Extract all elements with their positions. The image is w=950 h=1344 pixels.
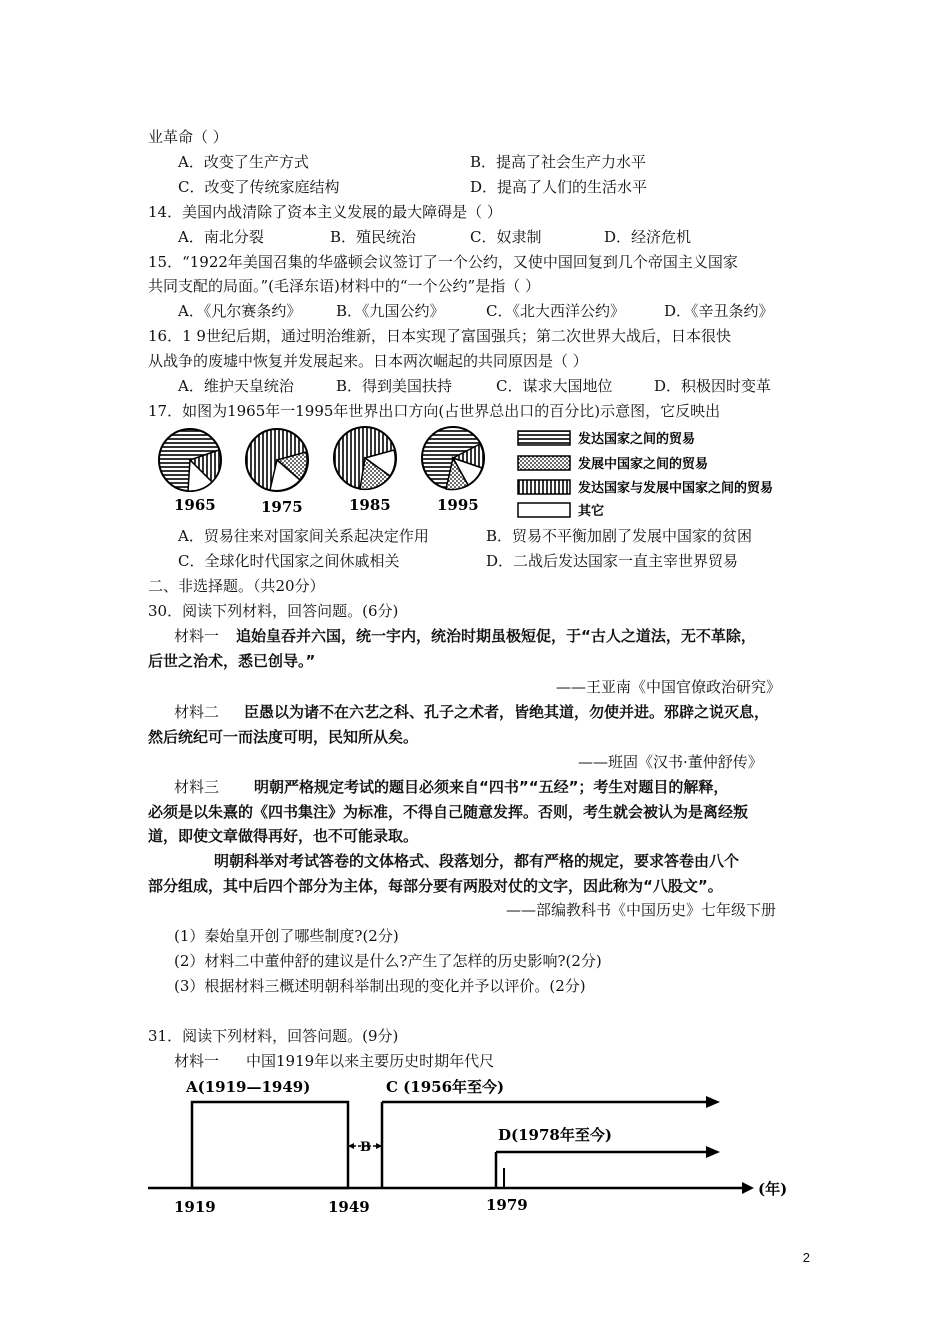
legend-label-other: 其它 — [578, 504, 605, 519]
section-2-heading: 二、非选择题。（共20分） — [148, 577, 325, 595]
q16-option-a: A．维护天皇统治 — [178, 377, 294, 395]
q13-option-c: C．改变了传统家庭结构 — [178, 178, 340, 196]
legend-swatch-other — [518, 503, 570, 517]
q15-option-b: B．《九国公约》 — [336, 302, 445, 320]
pie-year-1975: 1975 — [261, 498, 303, 516]
timeline-figure — [146, 1072, 806, 1220]
legend-label-between: 发达国家与发展中国家之间的贸易 — [578, 481, 774, 496]
q30-sub1: (1）秦始皇开创了哪些制度?(2分) — [174, 927, 399, 945]
material1-label: 材料一 — [174, 627, 220, 645]
q31-stem: 31．阅读下列材料，回答问题。(9分) — [148, 1027, 399, 1045]
q14-option-c: C．奴隶制 — [470, 228, 542, 246]
q13-tail: 业革命（ ） — [148, 128, 228, 146]
q14-option-d: D．经济危机 — [604, 228, 692, 246]
q31-material1-label: 材料一 — [174, 1052, 220, 1070]
period-c-label: C (1956年至今) — [386, 1078, 505, 1096]
q15-option-c: C．《北大西洋公约》 — [486, 302, 625, 320]
q13-option-a: A．改变了生产方式 — [178, 153, 309, 171]
q16-option-d: D．积极因时变革 — [654, 377, 772, 395]
period-b-label: B — [360, 1140, 371, 1155]
q30-sub3: (3）根据材料三概述明朝科举制出现的变化并予以评价。(2分) — [174, 977, 586, 995]
material3-line3: 道，即使文章做得再好，也不可能录取。 — [148, 827, 419, 845]
year-1919: 1919 — [174, 1198, 216, 1216]
pie-1995 — [422, 427, 484, 490]
q15-stem-line2: 共同支配的局面。”(毛泽东语)材料中的“一个公约”是指（ ） — [148, 277, 540, 295]
legend-label-developing: 发展中国家之间的贸易 — [578, 457, 709, 472]
legend-label-developed: 发达国家之间的贸易 — [578, 432, 696, 447]
pie-1985 — [334, 427, 396, 489]
material2-source: ——班固《汉书·董仲舒传》 — [578, 753, 763, 771]
pie-year-1965: 1965 — [174, 496, 216, 514]
q13-option-d: D．提高了人们的生活水平 — [470, 178, 648, 196]
pie-1965 — [159, 429, 221, 491]
material3-line5: 部分组成，其中后四个部分为主体，每部分要有两股对仗的文字，因此称为“八股文”。 — [148, 877, 723, 895]
period-a-label: A(1919—1949) — [186, 1078, 311, 1096]
material3-label: 材料三 — [174, 778, 220, 796]
q31-material1-title: 中国1919年以来主要历史时期年代尺 — [246, 1052, 495, 1070]
period-d-label: D(1978年至今) — [498, 1126, 612, 1144]
material2-label: 材料二 — [174, 703, 220, 721]
q16-stem-line2: 从战争的废墟中恢复并发展起来。日本两次崛起的共同原因是（ ） — [148, 352, 588, 370]
q15-stem-line1: 15．“1922年美国召集的华盛顿会议签订了一个公约，又使中国回复到几个帝国主义国家 — [148, 253, 738, 271]
material1-source: ——王亚南《中国官僚政治研究》 — [556, 678, 782, 696]
pie-year-1995: 1995 — [437, 496, 479, 514]
q17-option-d: D．二战后发达国家一直主宰世界贸易 — [486, 552, 739, 570]
q17-option-a: A．贸易往来对国家间关系起决定作用 — [178, 527, 429, 545]
timeline-unit: (年) — [758, 1180, 788, 1198]
q14-option-a: A．南北分裂 — [178, 228, 264, 246]
q15-option-a: A．《凡尔赛条约》 — [178, 302, 302, 320]
q14-option-b: B．殖民统治 — [330, 228, 417, 246]
pie-year-1985: 1985 — [349, 496, 391, 514]
page-number: 2 — [802, 1250, 810, 1265]
legend-swatch-developing — [518, 456, 570, 470]
material3-line1: 明朝严格规定考试的题目必须来自“四书”“五经”；考生对题目的解释， — [254, 778, 729, 796]
export-pie-figure — [150, 422, 830, 520]
q17-option-b: B．贸易不平衡加剧了发展中国家的贫困 — [486, 527, 753, 545]
q16-option-b: B．得到美国扶持 — [336, 377, 453, 395]
material1-line2: 后世之治术，悉已创导。” — [148, 652, 316, 670]
year-1949: 1949 — [328, 1198, 370, 1216]
q16-stem-line1: 16．1 9世纪后期，通过明治维新，日本实现了富国强兵；第二次世界大战后，日本很快 — [148, 327, 731, 345]
q13-option-b: B．提高了社会生产力水平 — [470, 153, 647, 171]
q17-stem: 17．如图为1965年一1995年世界出口方向(占世界总出口的百分比)示意图，它反映出 — [148, 402, 721, 420]
legend-swatch-developed — [518, 431, 570, 445]
material3-line2: 必须是以朱熹的《四书集注》为标准，不得自己随意发挥。否则，考生就会被认为是离经叛 — [148, 803, 749, 821]
q15-option-d: D．《辛丑条约》 — [664, 302, 774, 320]
year-1979: 1979 — [486, 1196, 528, 1214]
legend-swatch-between — [518, 480, 570, 494]
material2-line1: 臣愚以为诸不在六艺之科、孔子之术者，皆绝其道，勿使并进。邪辟之说灭息， — [244, 703, 770, 721]
period-a-block — [192, 1102, 348, 1188]
q30-stem: 30．阅读下列材料，回答问题。(6分) — [148, 602, 399, 620]
q16-option-c: C．谋求大国地位 — [496, 377, 613, 395]
pie-1975 — [246, 429, 308, 491]
material3-source: ——部编教科书《中国历史》七年级下册 — [506, 901, 777, 919]
material2-line2: 然后统纪可一而法度可明，民知所从矣。 — [148, 728, 419, 746]
q30-sub2: (2）材料二中董仲舒的建议是什么?产生了怎样的历史影响?(2分) — [174, 952, 602, 970]
q14-stem: 14．美国内战清除了资本主义发展的最大障碍是（ ） — [148, 203, 502, 221]
q17-option-c: C．全球化时代国家之间休戚相关 — [178, 552, 400, 570]
material1-line1: 追始皇吞并六国，统一宇内，统治时期虽极短促，于“古人之道法，无不革除， — [236, 627, 756, 645]
material3-line4: 明朝科举对考试答卷的文体格式、段落划分，都有严格的规定，要求答卷由八个 — [214, 852, 740, 870]
